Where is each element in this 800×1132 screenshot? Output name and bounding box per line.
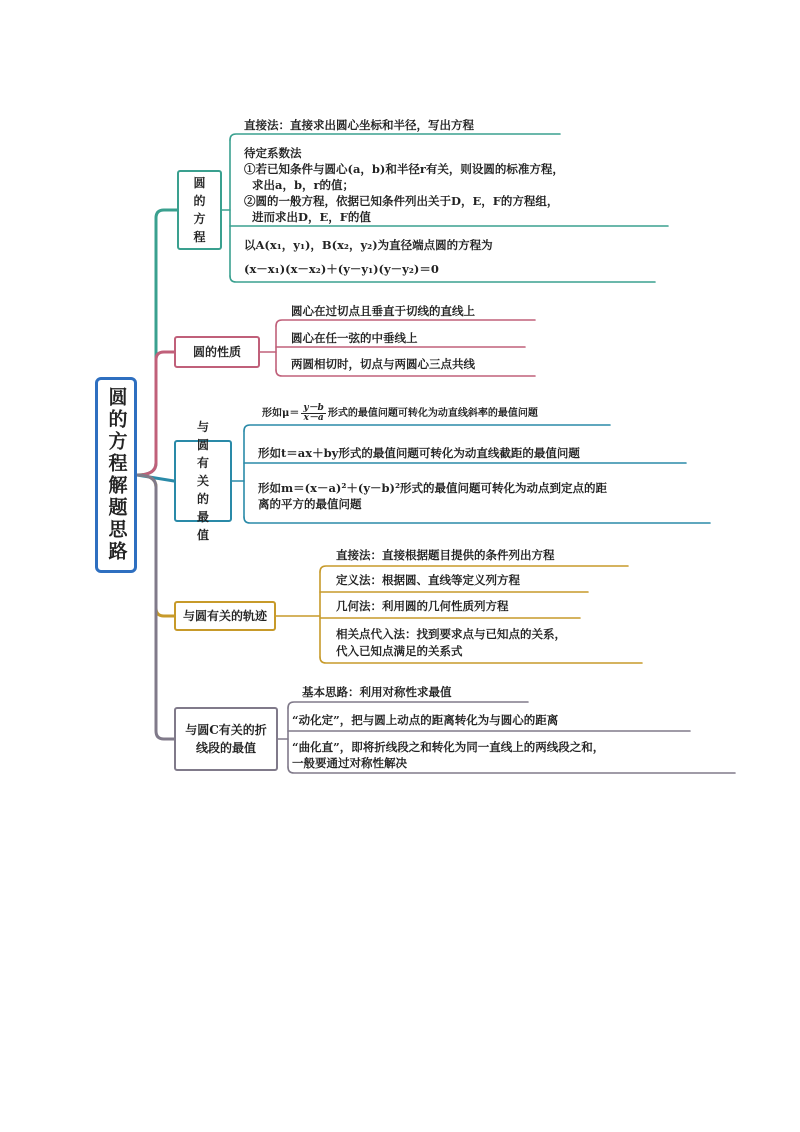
trunk-connector	[137, 352, 174, 475]
leaf-property: 两圆相切时，切点与两圆心三点共线	[291, 357, 475, 371]
leaf-underline	[244, 517, 710, 523]
leaf-undetermined-coef-line: 进而求出D，E，F的值	[244, 210, 371, 224]
branch-polyline-extreme	[174, 707, 278, 771]
root-node	[95, 377, 137, 573]
branch-circle-properties	[174, 336, 260, 368]
leaf-underline	[244, 425, 610, 431]
leaf-undetermined-coef-line: ①若已知条件与圆心(a，b)和半径r有关，则设圆的标准方程，	[244, 162, 564, 176]
leaf-underline	[288, 702, 528, 708]
leaf-underline	[276, 320, 535, 326]
leaf-diameter-equation-formula: (x－x₁)(x－x₂)＋(y－y₁)(y－y₂)＝0	[244, 262, 439, 276]
branch-circle-equation	[177, 170, 222, 250]
branch-label: 与圆C有关的折线段的最值	[185, 723, 267, 755]
leaf-property: 圆心在过切点且垂直于切线的直线上	[291, 304, 475, 318]
leaf-undetermined-coef-title: 待定系数法	[244, 146, 302, 160]
fraction-denominator: x－a	[303, 413, 324, 423]
leaf-polyline-idea: 基本思路：利用对称性求最值	[302, 685, 452, 699]
leaf-polyline-idea-line: “曲化直”，即将折线段之和转化为同一直线上的两线段之和，	[292, 740, 605, 754]
leaf-intercept-extreme: 形如t＝ax＋by形式的最值问题可转化为动直线截距的最值问题	[258, 446, 580, 460]
trunk-connector	[137, 475, 174, 739]
leaf-distance-extreme-line: 离的平方的最值问题	[258, 497, 362, 511]
branch-label: 圆的方程	[193, 176, 206, 244]
leaf-locus-method: 直接法：直接根据题目提供的条件列出方程	[336, 548, 555, 562]
leaf-text: 形式的最值问题可转化为动直线斜率的最值问题	[327, 408, 538, 419]
leaf-polyline-idea-line: 一般要通过对称性解决	[292, 756, 407, 770]
branch-label: 圆的性质	[192, 345, 241, 359]
branch-extreme-values	[174, 420, 232, 542]
leaf-undetermined-coef-line: ②圆的一般方程，依据已知条件列出关于D，E，F的方程组，	[244, 194, 559, 208]
leaf-diameter-equation-line: 以A(x₁，y₁)，B(x₂，y₂)为直径端点圆的方程为	[244, 238, 493, 252]
leaf-polyline-idea: “动化定”，把与圆上动点的距离转化为与圆心的距离	[292, 713, 559, 727]
leaf-underline	[230, 134, 560, 140]
leaf-locus-method: 几何法：利用圆的几何性质列方程	[336, 599, 509, 613]
leaf-locus-method: 定义法：根据圆、直线等定义列方程	[336, 573, 520, 587]
leaf-underline	[320, 566, 628, 572]
leaf-property: 圆心在任一弦的中垂线上	[291, 331, 418, 345]
branch-label: 与圆有关的轨迹	[182, 609, 267, 623]
leaf-locus-method-line: 相关点代入法：找到要求点与已知点的关系，	[336, 627, 566, 641]
leaf-distance-extreme-line: 形如m＝(x－a)²＋(y－b)²形式的最值问题可转化为动点到定点的距	[258, 481, 608, 495]
leaf-direct-method: 直接法：直接求出圆心坐标和半径，写出方程	[244, 118, 474, 132]
root-title: 圆的方程解题思路	[105, 387, 128, 563]
fraction	[301, 404, 326, 423]
leaf-text: 形如μ＝	[262, 408, 300, 419]
branch-label: 与圆有关的最值	[196, 420, 209, 542]
leaf-slope-extreme	[262, 404, 538, 423]
branch-locus	[174, 601, 276, 631]
leaf-undetermined-coef-line: 求出a，b，r的值；	[244, 178, 355, 192]
fraction-numerator: y－b	[303, 403, 324, 413]
leaf-locus-method-line: 代入已知点满足的关系式	[336, 644, 463, 658]
